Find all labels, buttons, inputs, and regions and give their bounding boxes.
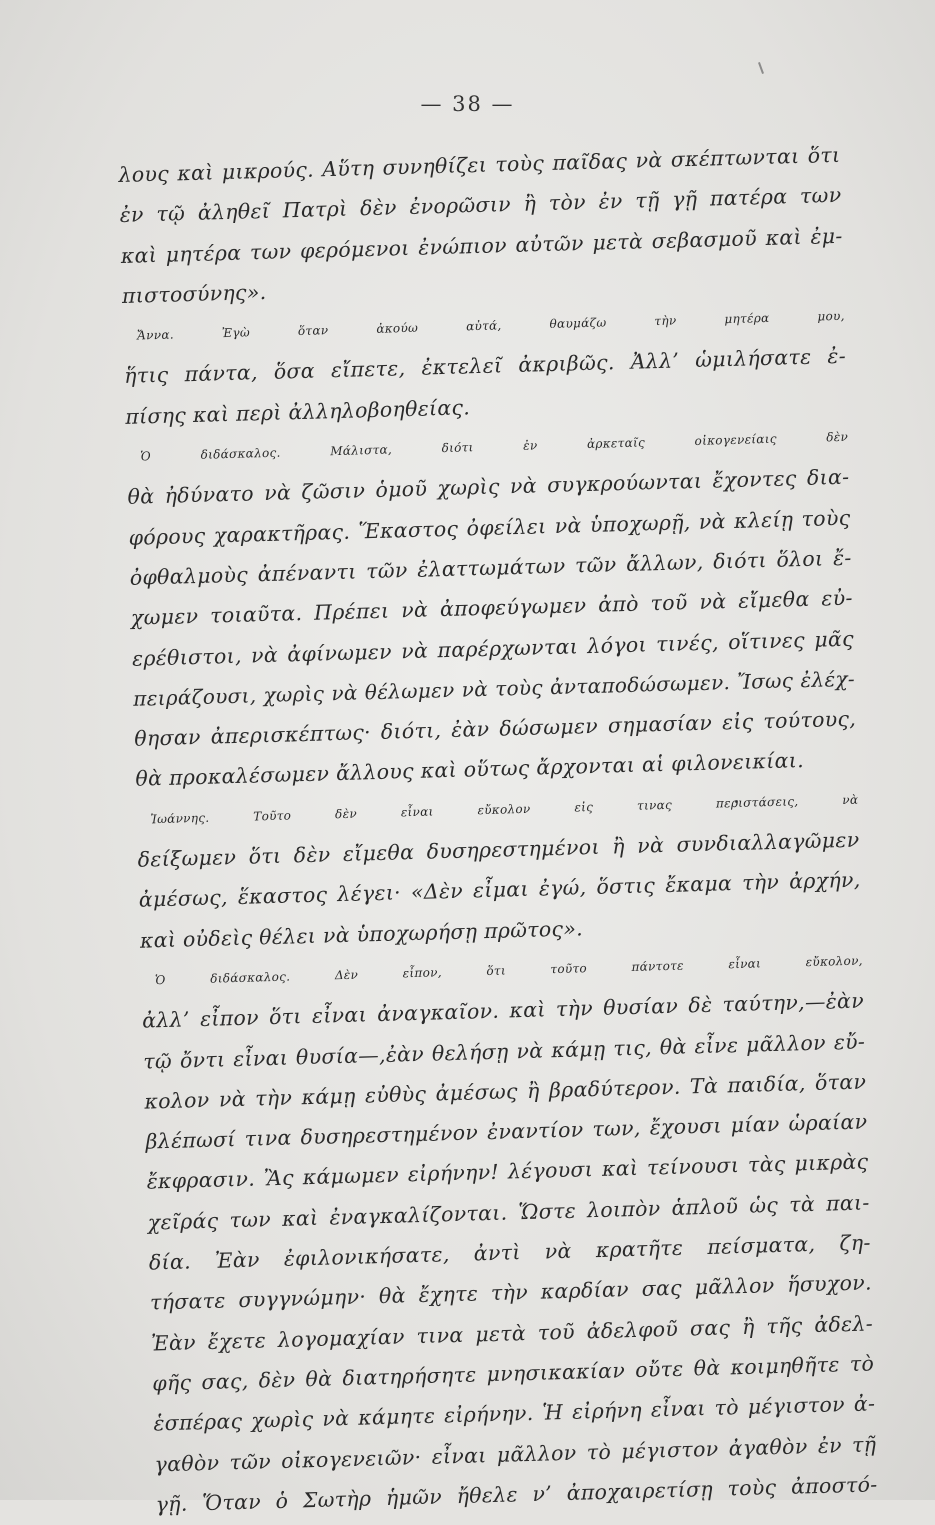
text-line: λους καὶ μικρούς. Αὕτη συνηθίζει τοὺς παῖδας νὰ σκέπτωνται ὅτι xyxy=(118,142,841,187)
text-line: θὰ ἠδύνατο νὰ ζῶσιν ὁμοῦ χωρὶς νὰ συγκρούωνται ἔχοντες δια- xyxy=(127,465,850,510)
text-line: ἑσπέρας χωρὶς νὰ κάμητε εἰρήνην. Ἡ εἰρήνη εἶναι τὸ μέγιστον ἀ- xyxy=(153,1391,876,1436)
text-line: βλέπωσί τινα δυσηρεστημένον ἐναντίον των, ἔχουσι μίαν ὡραίαν xyxy=(145,1109,868,1154)
text-line: ερέθιστοι, νὰ ἀφίνωμεν νὰ παρέρχωνται λόγοι τινές, οἵτινες μᾶς xyxy=(131,626,855,671)
text-line: Ὁ διδάσκαλος. Μάλιστα, διότι ἐν ἀρκεταῖς οἰκογενείαις δὲν xyxy=(140,429,849,464)
text-line: θὰ προκαλέσωμεν ἄλλους καὶ οὕτως ἄρχονται αἱ φιλονεικίαι. xyxy=(135,748,805,792)
text-line: κολον νὰ τὴν κάμῃ εὐθὺς ἀμέσως ἢ βραδύτερον. Τὰ παιδία, ὅταν xyxy=(144,1069,867,1114)
text-line: καὶ μητέρα των φερόμενοι ἐνώπιον αὐτῶν μετὰ σεβασμοῦ καὶ ἐμ- xyxy=(120,223,843,268)
text-line: τήσατε συγγνώμην· θὰ ἔχητε τὴν καρδίαν σας μᾶλλον ἥσυχον. xyxy=(149,1270,873,1315)
text-line: ὀφθαλμοὺς ἀπέναντι τῶν ἐλαττωμάτων τῶν ἄλλων, διότι ὅλοι ἔ- xyxy=(129,545,852,590)
text-line: Ἰωάννης. Τοῦτο δὲν εἶναι εὔκολον εἰς τινας περιστάσεις, νὰ xyxy=(150,792,859,827)
text-line: ἥτις πάντα, ὅσα εἴπετε, ἐκτελεῖ ἀκριβῶς. Ἀλλ’ ὡμιλήσατε ἐ- xyxy=(123,344,847,389)
text-line: γῇ. Ὅταν ὁ Σωτὴρ ἡμῶν ἤθελε ν’ ἀποχαιρετίσῃ τοὺς ἀποστό- xyxy=(155,1472,878,1517)
body-text xyxy=(118,135,878,1525)
text-line: πίσης καὶ περὶ ἀλληλοβοηθείας. xyxy=(124,395,471,429)
text-line: γαθὸν τῶν οἰκογενειῶν· εἶναι μᾶλλον τὸ μέγιστον ἀγαθὸν ἐν τῇ xyxy=(154,1431,877,1476)
text-line: καὶ οὐδεὶς θέλει νὰ ὑποχωρήσῃ πρῶτος». xyxy=(139,915,584,953)
text-line: ἔκφρασιν. Ἂς κάμωμεν εἰρήνην! λέγουσι καὶ τείνουσι τὰς μικρὰς xyxy=(146,1149,869,1195)
text-line: χεῖράς των καὶ ἐναγκαλίζονται. Ὥστε λοιπὸν ἁπλοῦ ὡς τὰ παι- xyxy=(147,1190,870,1235)
text-line: χωμεν τοιαῦτα. Πρέπει νὰ ἀποφεύγωμεν ἀπὸ τοῦ νὰ εἴμεθα εὐ- xyxy=(130,585,853,631)
text-line: ἀμέσως, ἕκαστος λέγει· «Δὲν εἶμαι ἐγώ, ὅστις ἔκαμα τὴν ἀρχήν, xyxy=(138,867,861,913)
text-line: φόρους χαρακτῆρας. Ἕκαστος ὀφείλει νὰ ὑποχωρῇ, νὰ κλείῃ τοὺς xyxy=(128,505,851,550)
text-line: πιστοσύνης». xyxy=(121,279,267,308)
text-line: ἐν τῷ ἀληθεῖ Πατρὶ δὲν ἐνορῶσιν ἢ τὸν ἐν τῇ γῇ πατέρα των xyxy=(119,183,842,228)
text-line: Ἄννα. Ἐγὼ ὅταν ἀκούω αὐτά, θαυμάζω τὴν μητέρα μου, xyxy=(136,308,845,343)
text-line: φῆς σας, δὲν θὰ διατηρήσητε μνησικακίαν οὔτε θὰ κοιμηθῆτε τὸ xyxy=(151,1351,875,1396)
text-line: πειράζουσι, χωρὶς νὰ θέλωμεν νὰ τοὺς ἀνταποδώσωμεν. Ἴσως ἐλέχ- xyxy=(132,666,856,711)
page-number: — 38 — xyxy=(420,92,515,116)
text-line: δείξωμεν ὅτι δὲν εἴμεθα δυσηρεστημένοι ἢ νὰ συνδιαλλαγῶμεν xyxy=(137,827,860,872)
text-line: Ἐὰν ἔχετε λογομαχίαν τινα μετὰ τοῦ ἀδελφοῦ σας ἢ τῆς ἀδελ- xyxy=(150,1310,874,1356)
text-line: τῷ ὄντι εἶναι θυσία—,ἐὰν θελήσῃ νὰ κάμῃ τις, θὰ εἶνε μᾶλλον εὔ- xyxy=(142,1029,866,1074)
text-line: ἀλλ’ εἶπον ὅτι εἶναι ἀναγκαῖον. καὶ τὴν θυσίαν δὲ ταύτην,—ἐὰν xyxy=(141,988,865,1033)
ink-speck xyxy=(758,62,764,74)
text-line: Ὁ διδάσκαλος. Δὲν εἶπον, ὅτι τοῦτο πάντοτε εἶναι εὔκολον, xyxy=(154,953,863,988)
text-line: δία. Ἐὰν ἐφιλονικήσατε, ἀντὶ νὰ κρατῆτε πείσματα, ζη- xyxy=(148,1230,871,1275)
text-line: θησαν ἀπερισκέπτως· διότι, ἐὰν δώσωμεν σημασίαν εἰς τούτους, xyxy=(133,706,857,751)
